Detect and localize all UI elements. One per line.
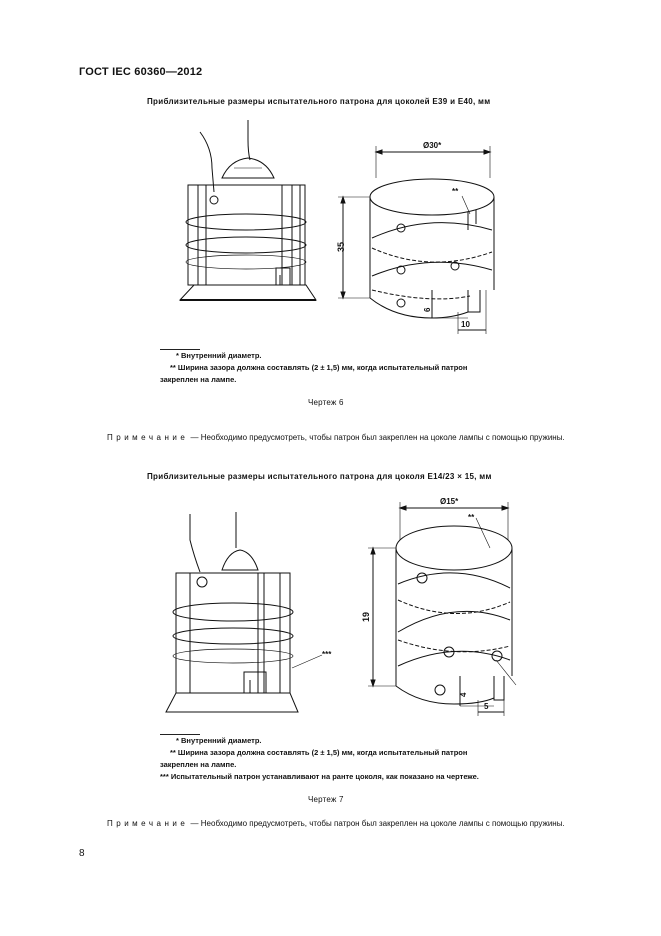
fig6-dim-diameter: Ø30*: [423, 141, 442, 150]
figure-6-title: Приблизительные размеры испытательного патрона для цоколей E39 и E40, мм: [147, 97, 491, 106]
figure-6-footnote-2: ** Ширина зазора должна составлять (2 ± 1,5) мм, когда испытательный патрон: [170, 363, 468, 372]
figure-7-caption: Чертеж 7: [308, 795, 344, 804]
fig7-dim-height: 19: [361, 611, 371, 622]
figure-7-note-lead: Примечание: [107, 819, 189, 828]
figure-7-note: [79, 818, 619, 830]
fig7-dim-slot-width: 5: [484, 702, 489, 711]
figure-7-footnote-2: ** Ширина зазора должна составлять (2 ± 1,5) мм, когда испытательный патрон: [170, 748, 468, 757]
figure-6-note-lead: Примечание: [107, 433, 189, 442]
figure-7-footnote-4: *** Испытательный патрон устанавливают на ранте цоколя, как показано на чертеже.: [160, 772, 479, 781]
figure-6-note-text: — Необходимо предусмотреть, чтобы патрон был закреплен на цоколе лампы с помощью пружины.: [190, 433, 565, 442]
figure-7-footnote-3: закреплен на лампе.: [160, 760, 237, 769]
fig6-dim-slot-height: 6: [423, 307, 432, 312]
fig6-dim-slot-width: 10: [461, 320, 470, 329]
figure-6-footnote-3: закреплен на лампе.: [160, 375, 237, 384]
figure-6-caption: Чертеж 6: [308, 398, 344, 407]
figure-6-footnote-1: * Внутренний диаметр.: [176, 351, 262, 360]
document-header: ГОСТ IEC 60360—2012: [79, 66, 203, 78]
figure-7-title: Приблизительные размеры испытательного патрона для цоколя E14/23 × 15, мм: [147, 472, 492, 481]
fig7-dim-diameter: Ø15*: [440, 497, 459, 506]
fig7-dim-gap: **: [468, 513, 475, 522]
fig7-dim-slot-height: 4: [459, 692, 468, 697]
figure-7-note-text: — Необходимо предусмотреть, чтобы патрон был закреплен на цоколе лампы с помощью пружины.: [190, 819, 565, 828]
figure-7-footnote-1: * Внутренний диаметр.: [176, 736, 262, 745]
page-number: 8: [79, 848, 85, 859]
fig7-dim-ref: ***: [322, 650, 332, 659]
fig6-dim-gap: **: [452, 187, 459, 196]
fig6-dim-height: 35: [336, 241, 346, 252]
